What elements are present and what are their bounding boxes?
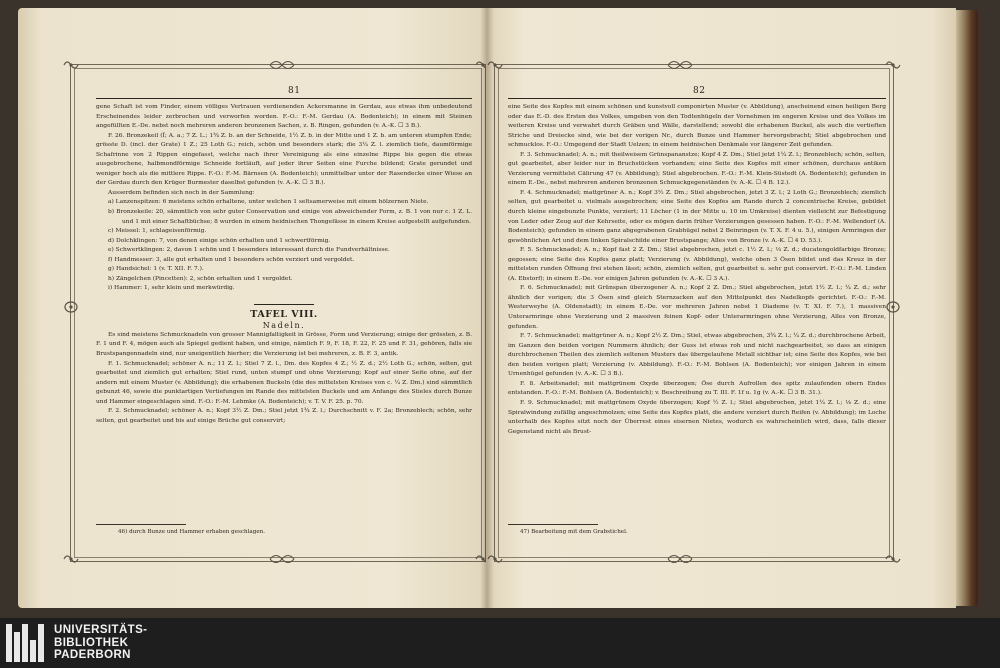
side-ornament-icon	[884, 300, 902, 314]
paragraph: Ausserdem befinden sich noch in der Sammlung:	[108, 189, 255, 196]
paragraph: eine Seite des Kopfes mit einem schönen und kunstvoll componirten Muster (v. Abbildung), anscheinend einen heiligen Berg oder das E.-D. des Ersten des Volkes, umgeben von den Todtenhügeln der Vornehmen im engeren Kreise und des Volkes im weiteren Kreise und verwahrt durch Gräben und Wälle, darstellend; sowohl die erhabenen Buckel, als auch die vertieften Striche und Dreiecke sind, wie bei der vorigen Nr., durch Bunze und Hammer hervorgebracht; Stiel abgebrochen und schmucklos. F.-O.: Umgegend der Stadt Uelzen; in einem heidnischen Denkmale vor längerer Zeit gefunden.	[508, 104, 886, 149]
paragraph: F. 7. Schmucknadel; mattgrüner A. n.; Kopf 2½ Z. Dm.; Stiel, etwas abgebrochen, 3¾ Z. l.; ¼ Z. d.; durchbrochene Arbeit, im Ganzen den beiden vorigen Nummern ähnlich; der Guss ist etwas roh und nicht nachgearbeitet, so dass an einigen durchbrochenen Theilen des ziemlich seltenen Musters das übergelaufene Metall sichtbar ist; eine Seite des Kopfes, wie bei den beiden vorigen platt; Verzierung (v. Abbildung). F.-O.: F.-M. Bohlsen (A. Bodenteich); vor einigen Jahren in einem Urnenhügel gefunden (v. A.-K. ☐ 3 B.).	[508, 333, 886, 378]
paragraph: F. 3. Schmucknadel; A. n.; mit theilweisem Grünspananstze; Kopf 4 Z. Dm.; Stiel jetzt 1¼ Z. l.; Bronzeblech; schön, selten, gut gearbeitet, aber leider nur in Bruchstücken vorhanden; eine Seite des Kopfes mit einer schönen, durchaus antiken Verzierung vermittelst Cälirung 47 (v. Abbildung); Stiel abgebrochen. F.-O.: F.-M. Klein-Süstedt (A. Bodenteich); gefunden in einem E.-De., nebst mehreren anderen bronzenen Schmuckgegenständen (v. A.-K. ☐ 4 B. 12.).	[508, 151, 886, 187]
list-item: h) Zängelchen (Pincetten): 2, schön erhalten und 1 vergoldet.	[108, 275, 293, 282]
left-text-column	[96, 103, 472, 426]
footnote: 46) durch Bunze und Hammer erhaben geschlagen.	[118, 529, 266, 535]
library-footer	[0, 618, 1000, 668]
paragraph: F. 9. Schmucknadel; mit mattgrünem Oxyde überzogen; Kopf ½ Z. l.; Stiel abgebrochen, jetzt 1¼ Z. l.; ⅛ Z. d.; eine Spiralwindung zufällig angeschmolzen; eine Seite des Kopfes platt, die andere verziert durch Reifen (v. Abbildung); im Loche unterhalb des Kopfes sitzt noch der Überrest eines eisernen Nietes, wodurch es wahrscheinlich wird, dass, falls dieser Gegenstand nicht als Brust-	[508, 399, 886, 435]
library-name-line: UNIVERSITÄTS-	[54, 624, 148, 636]
list-item: i) Hammer: 1, sehr klein und merkwürdig.	[108, 285, 235, 292]
footnote: 47) Bearbeitung mit dem Grabstichel.	[520, 529, 628, 535]
footnote-rule	[508, 524, 598, 525]
list-item: c) Meissel: 1, schlageisenförmig.	[108, 228, 207, 235]
list-item: f) Handmesser: 3, alle gut erhalten und 1 besonders schön verziert und vergoldet.	[108, 256, 355, 263]
corner-ornament-icon	[884, 552, 902, 566]
paragraph: F. 4. Schmucknadel; mattgrüner A. n.; Kopf 3½ Z. Dm.; Stiel abgebrochen, jetzt 3 Z. l.; 2 Loth G.; Bronzeblech; ziemlich selten, gut gearbeitet u. vielmals ausgebrochen; eine Seite des Kopfes am Rande durch 2 concentrische Kreise, gebildet durch kleine eingebunzte Punkte, verziert; 11 Löcher (1 in der Mitte u. 10 im Umkreise) dienten vielleicht zur Befestigung von Leder oder Zeug auf der Kehrseite, oder es mögen darin früher Verzierungen gesessen haben. F.-O.: F.-M. Wellendorf (A. Bodenteich); gefunden in einem ganz abgegrabenen Grabhügel nebst 2 Beinringen (v. T. X. F. 4 u. 5.), einigen Armringen der gewöhnlichen Art und dem linken Spiralschilde einer Brustspange; Alles von Bronze (v. A.-K. ☐ 4 D. 53.).	[508, 189, 886, 244]
paragraph: F. 1. Schmucknadel; schöner A. n.; 11 Z. l.; Stiel 7 Z. l., Dm. des Kopfes 4 Z.; ½ Z. d.; 2½ Loth G.; schön, selten, gut gearbeitet und ziemlich gut erhalten; Stiel rund, unten stumpf und ohne Verzierung; Kopf auf einer Seite ohne, auf der andern mit einem Muster (v. Abbildung); die erhabenen Buckeln (die des mittelsten Kreises von c. ¼ Z. Dm.) sind sämmtlich gebunzt 46, sowie die punktartigen Vertiefungen im Rande des mittelsten Buckels und am Anfange des Stieles durch Bunze und Hammer eingeschlagen sind. F.-O.: F.-M. Lehmke (A. Bodenteich); v. T. V. F. 25. p. 70.	[96, 360, 472, 405]
book-edge	[956, 10, 978, 606]
list-item: d) Dolchklingen: 7, von denen einige schön erhalten und 1 schwertförmig.	[108, 237, 331, 244]
list-item: g) Handsichel: 1 (v. T. XII. F. 7.).	[108, 266, 204, 273]
section-subtitle: Nadeln.	[262, 320, 306, 330]
header-rule	[508, 98, 886, 99]
header-rule	[96, 98, 472, 99]
library-name-line: PADERBORN	[54, 649, 131, 661]
bottom-ornament-icon	[268, 552, 296, 566]
paragraph: F. 6. Schmucknadel; mit Grünspan überzogener A. n.; Kopf 2 Z. Dm.; Stiel abgebrochen, jetzt 1½ Z. l.; ¼ Z. d.; sehr ähnlich der vorigen; die 3 Ösen sind gleich Sternzacken auf den Mittelpunkt des Nadelkopfs gerichtet. F.-O.: F.-M. Westerweyhe (A. Oldenstadt); in einem E.-De. vor mehreren Jahren nebst 1 Diademe (v. T. XI. F. 7.), 1 massiven Unterarmringe ohne Verzierung und 2 massiven feinen Kopf- oder Unterarmringen ohne Verzierung, Alles von Bronze, gefunden.	[508, 285, 886, 330]
list-item: e) Schwertklingen: 2, davon 1 schön und 1 besonders interessant durch die Fundverhältnisse.	[108, 247, 390, 254]
list-item: a) Lanzenspitzen: 6 meistens schön erhaltene, unter welchen 1 seltsamerweise mit einem hölzernen Niete.	[108, 199, 429, 206]
bottom-ornament-icon	[666, 552, 694, 566]
library-name-line: BIBLIOTHEK	[54, 636, 129, 649]
library-name	[54, 624, 147, 662]
book-gutter	[480, 8, 494, 608]
paragraph: F. 8. Arbeitsnadel; mit mattgrünem Oxyde überzogen; Öse durch Aufrollen des spitz zulaufenden obern Endes entstanden. F.-O.: F.-M. Bohlsen (A. Bodenteich); v. Beschreibung zu T. III. F. 1f u. 1g (v. A.-K. ☐ 3 B. 31.).	[508, 380, 886, 397]
top-ornament-icon	[666, 58, 694, 72]
paragraph: gene Schaft ist vom Finder, einem völliges Vertrauen verdienenden Ackersmanne in Gerdau, aus etwas ihm unbedeutend Erscheinendes leider zerbrochen und verworfen worden. F.-O.: F.-M. Gerdau (A. Bodenteich); in einem mit Steinen angefüllten E.-De. nebst noch mehreren anderen bronzenen Sachen, z. B. Ringen, gefunden (v. A.-K. ☐ 3 B.).	[96, 104, 472, 130]
page-number: 82	[693, 86, 706, 96]
right-text-column	[508, 103, 886, 437]
paragraph: F. 5. Schmucknadel; A. n.; Kopf fast 2 Z. Dm.; Stiel abgebrochen, jetzt c. 1½ Z. l.; ⅓ Z. d.; ducatengoldfarbige Bronze; gegossen; eine Seite des Kopfes ganz platt; Verzierung (v. Abbildung), welche oben 3 Ösen bildet und das Kreuz in der mittelsten runden Öffnung frei stehen lässt; schön, ziemlich selten, gut gearbeitet u. sehr gut conservirt. F.-O.: F.-M. Linden (A. Ebstorf); in einem E.-De. vor einigen Jahren gefunden (v. A.-K. ☐ 3 A.).	[508, 247, 886, 282]
library-logo-icon	[6, 624, 46, 662]
footnote-rule	[96, 524, 186, 525]
top-ornament-icon	[268, 58, 296, 72]
corner-ornament-icon	[62, 552, 80, 566]
paragraph: F. 2. Schmucknadel; schöner A. n.; Kopf 3½ Z. Dm.; Stiel jetzt 1¾ Z. l.; Durchschnitt v. F. 2a; Bronzeblech; schön, sehr selten, gut gearbeitet und bis auf einige Brüche gut conservirt;	[96, 408, 472, 424]
section-title: TAFEL VIII.	[250, 308, 318, 320]
right-page	[486, 8, 956, 608]
paragraph: F. 26. Bronzekeil (Ï; A. a.; 7 Z. L.; 1¾ Z. b. an der Schneide, 1½ Z. b. in der Mitte und 1 Z. b. am unteren stumpfen Ende; grösste D. (incl. der Grate) 1 Z.; 25 Loth G.; reich, schön und besonders stark; die 3¼ Z. l. ziemlich tiefe, daumförmige Schafrinne von 2 Rippen eingefasst, welche nach ihrer Vereinigung als eine einzelne Rippe bis gegen die etwas ausgebrochene, halbmondförmige Schneide fortläuft, auf jeder ihrer Seiten eine Furche bildend; Grate gerundet und weniger hoch als die mittlere Rippe. F.-O.: F.-M. Bärnsen (A. Bodenteich); unmittelbar unter der Rasendecke einer Wiese an der Gerdau durch den Krüger Burmester daselbst gefunden (v. A.-K. ☐ 3 B.).	[96, 132, 472, 187]
corner-ornament-icon	[62, 58, 80, 72]
section-rule	[254, 304, 314, 305]
list-item: b) Bronzekeile: 20, sämmtlich von sehr guter Conservation und einige von abweichender Form, z. B. 1 von nur c. 1 Z. L. und 1 mit einer Schaftbüchse; 8 wurden in einem heidnischen Thongefässe in einem Kreise aufgestellt aufgefunden.	[108, 209, 472, 225]
paragraph: Es sind meistens Schmucknadeln von grosser Mannigfaltigkeit in Grösse, Form und Verzierung; einige der grössten, z. B. F. 1 und F. 4, mögen auch als Spiegel gedient haben, und einige, nämlich F. 9, F. 18, F. 22, F. 25 und F. 31, gehören, falls sie Brustspangennadeln sind, nur uneigentlich hierher; die Verzierung ist bei mehreren, z. B. F. 3, antik.	[96, 331, 472, 358]
left-page	[18, 8, 486, 608]
page-number: 81	[288, 86, 301, 96]
corner-ornament-icon	[884, 58, 902, 72]
side-ornament-icon	[62, 300, 80, 314]
